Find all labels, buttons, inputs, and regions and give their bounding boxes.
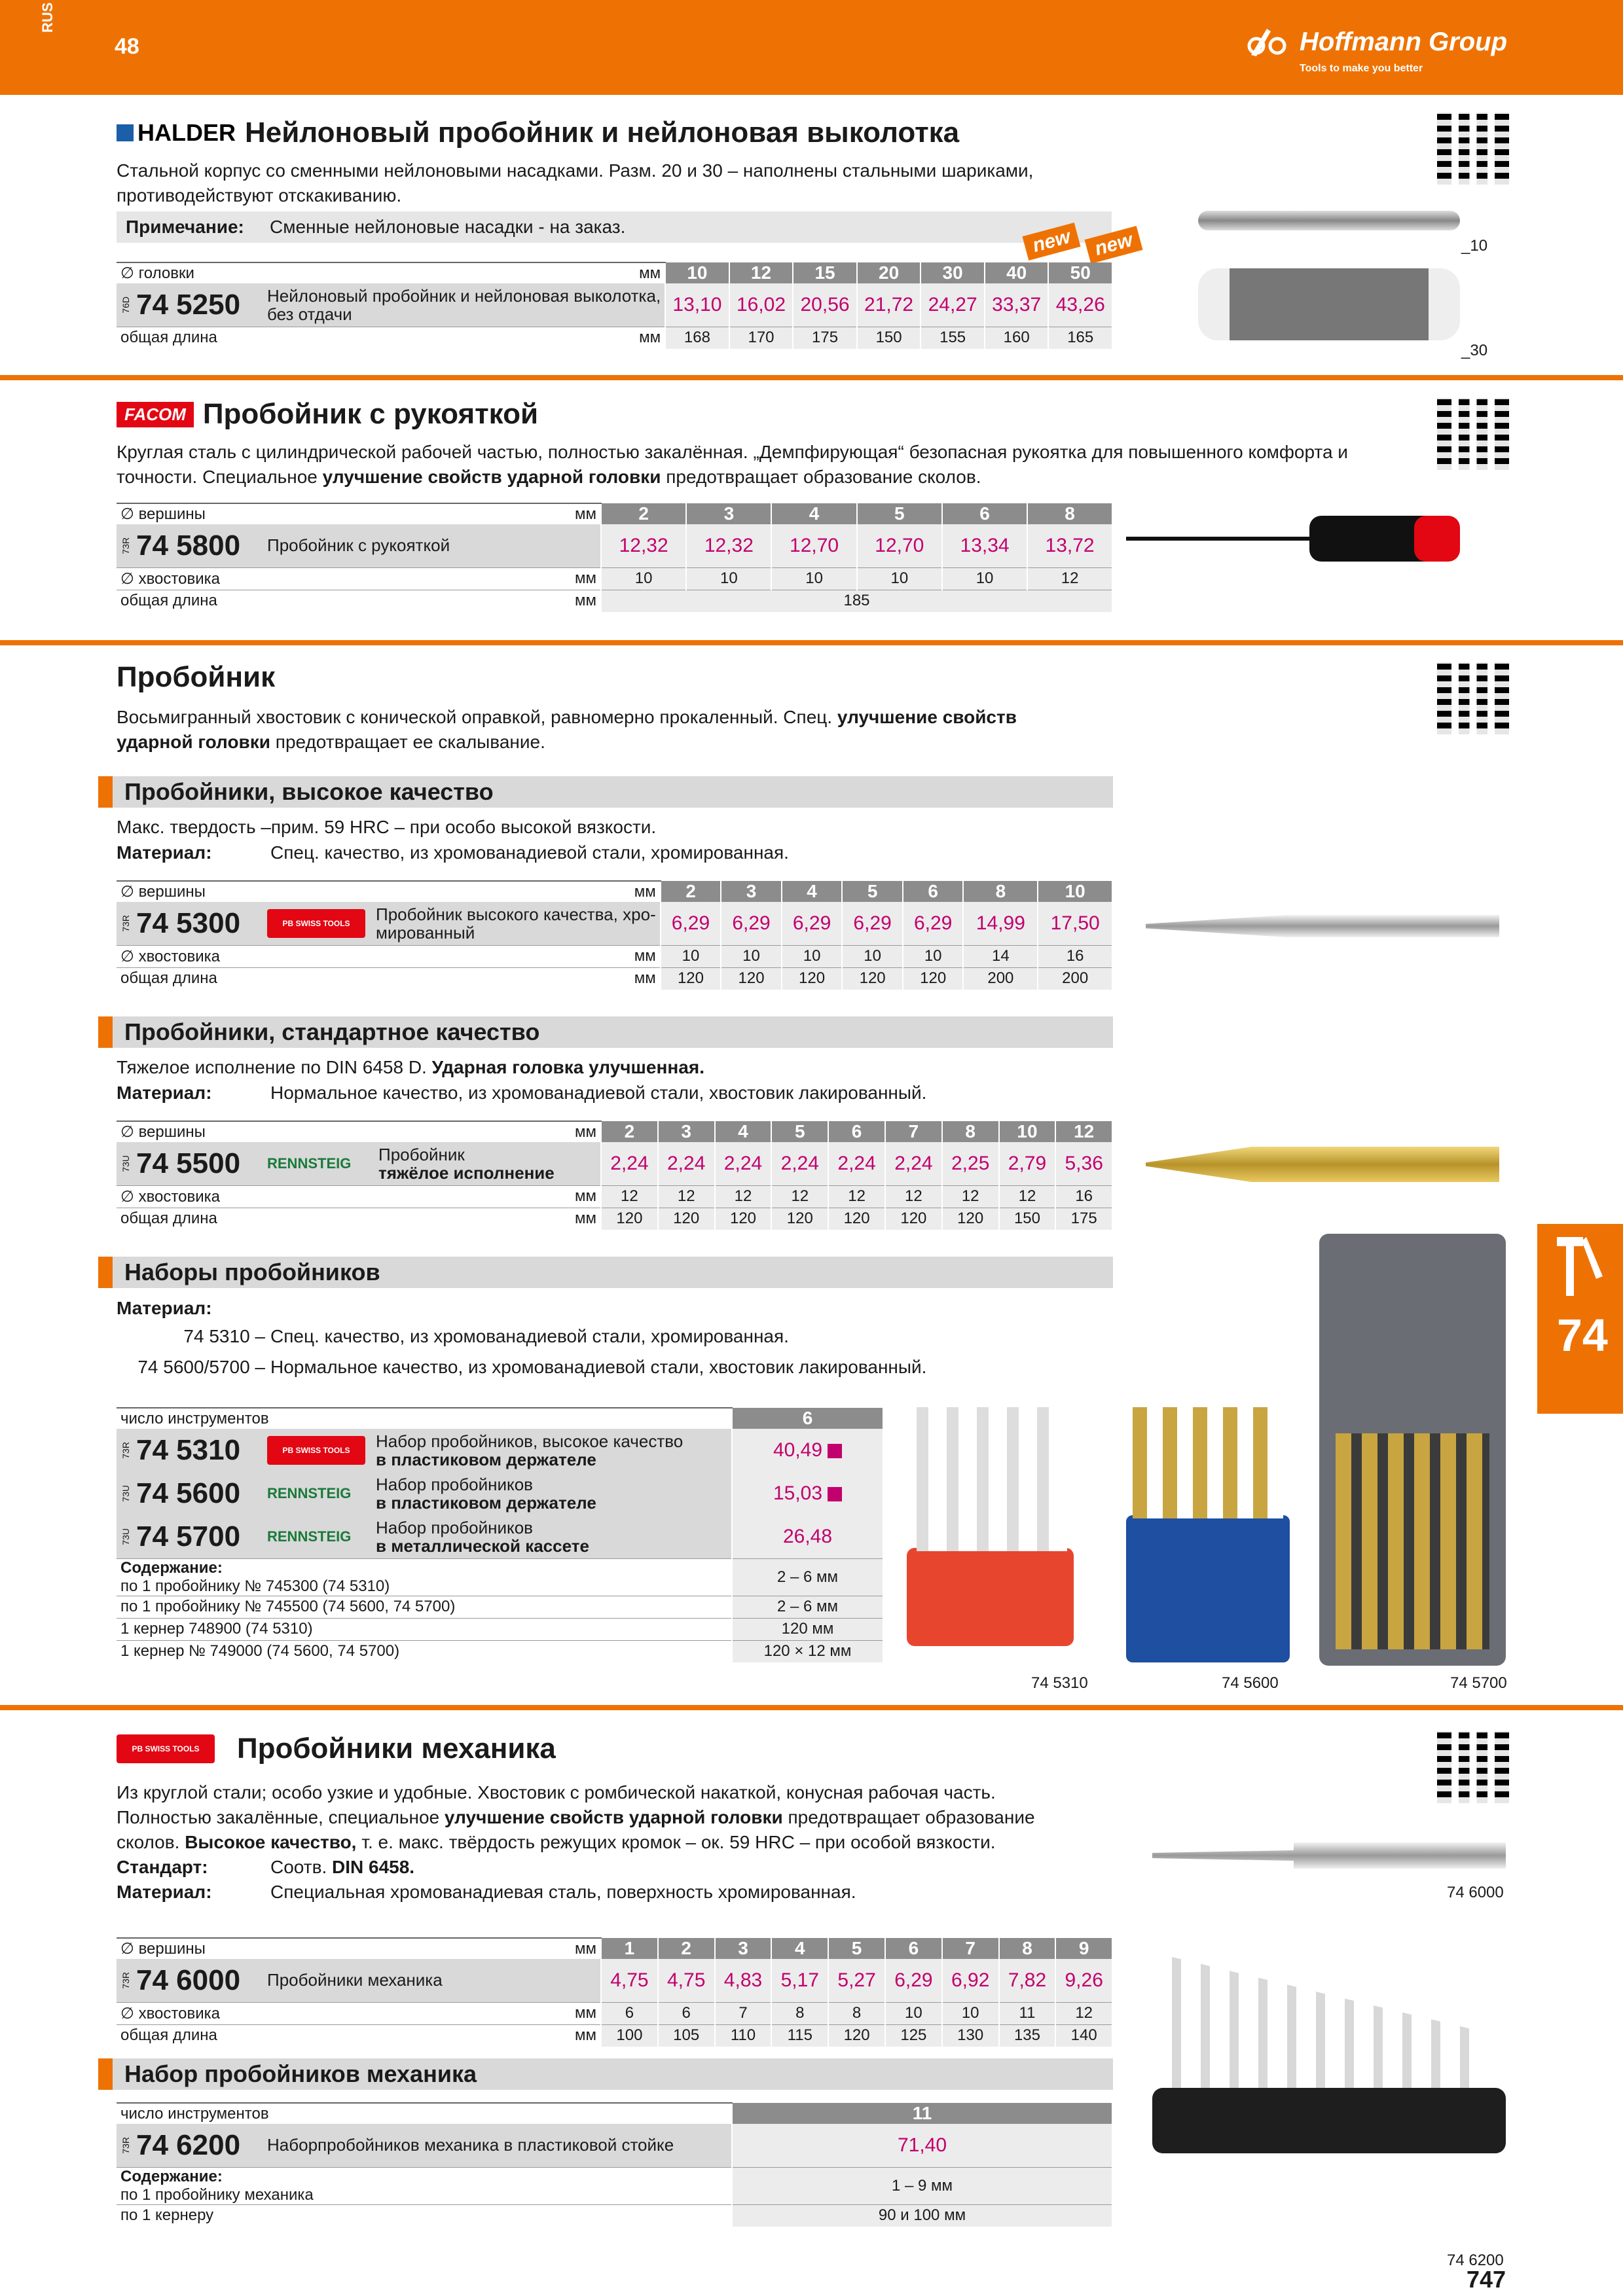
mechanic-set-stand-image: [1152, 2088, 1506, 2153]
nylon-hammer-image: [1198, 268, 1460, 340]
chapter-tab[interactable]: [1537, 1224, 1623, 1414]
pb-swiss-logo: PB SWISS TOOLS: [267, 909, 365, 938]
section-description: Тяжелое исполнение по DIN 6458 D. Ударная головка улучшенная.: [117, 1057, 704, 1077]
set-table-746200: число инструментов 11 73R 74 6200 Наборпробойников механика в пластиковой стойке 71,40 Содержание: по 1 пробойнику механика 1 – 9 мм по 1 кернеру 90 и 100 мм: [117, 2102, 1112, 2227]
product-description: Круглая сталь с цилиндрической рабочей частью, полностью закалённая. „Демпфирующая“ безопасная рукоятка для повышенного комфорта и точности. Специальное улучшение свойств ударной головки предотвращает образование сколов.: [117, 442, 1348, 487]
table-row: 73R 74 6200 Наборпробойников механика в пластиковой стойке 71,40: [117, 2124, 1112, 2167]
page-number: 48: [115, 34, 139, 59]
section-header: Наборы пробойников: [98, 1257, 1113, 1288]
product-description: Из круглой стали; особо узкие и удобные. Хвостовик с ромбической накаткой, конусная рабочая часть. Полностью закалённые, специальное улучшение свойств ударной головки предотвращает образование сколов. Высокое качество, т. е. макс. твёрдость режущих кромок – ок. 59 HRC – при особой вязкости. Стандарт: Соотв. DIN 6458. Материал: Специальная хромованадиевая сталь, поверхность хромированная.: [117, 1782, 1035, 1902]
product-title: Пробойники механика: [237, 1732, 556, 1765]
facom-handle-cap: [1414, 516, 1460, 562]
image-caption: 74 5310: [1031, 1674, 1088, 1692]
table-row: 73R 74 5310 PB SWISS TOOLS Набор пробойников, высокое качество в пластиковом держателе 40,49: [117, 1429, 883, 1472]
section-header: Пробойники, стандартное качество: [98, 1016, 1113, 1048]
section-header: Набор пробойников механика: [98, 2058, 1113, 2090]
mechanic-punch-image: [1152, 1842, 1506, 1869]
new-badge: new: [1022, 223, 1080, 260]
sets-table: число инструментов 6 73R 74 5310 PB SWISS TOOLS Набор пробойников, высокое качество в пластиковом держателе 40,49 73U 74 5600 RENNSTEIG Набор пробойников в пластиковом держателе 15,03 73U 74 5700 RENNSTEIG Набор пробойников в металлической кассете 26,48 Содержание: по 1 пробойнику № 745300 (74 5310) 2 – 6 мм по 1 пробойнику № 745500 (74 5600, 74 5700) 2 – 6 мм 1 кернер 748900 (74 5310) 120 мм 1 кернер № 749000 (74 5600, 74 5700) 120 × 12 мм: [117, 1407, 883, 1662]
material-label: Материал:: [117, 1298, 212, 1318]
set-745700-punches: [1336, 1433, 1489, 1649]
chapter-number: 74: [1557, 1310, 1608, 1361]
halder-logo: HALDER: [117, 119, 236, 147]
nylon-punch-image: [1198, 211, 1460, 230]
set-745600-image: [1126, 1515, 1290, 1662]
qr-code[interactable]: [1437, 398, 1509, 470]
article-number: 74 5300: [136, 906, 241, 939]
material-line: Материал: Спец. качество, из хромованадиевой стали, хромированная.: [117, 842, 789, 863]
section-header: Пробойники, высокое качество: [98, 776, 1113, 808]
article-number: 74 5800: [136, 529, 241, 562]
hoffmann-logo-icon: [1247, 26, 1293, 58]
product-title: Пробойник: [117, 661, 276, 693]
image-caption: 74 6000: [1447, 1884, 1504, 1901]
divider: [0, 1705, 1623, 1710]
article-number: 74 6200: [136, 2128, 241, 2161]
table-row: 73U 74 5600 RENNSTEIG Набор пробойников в пластиковом держателе 15,03: [117, 1472, 883, 1515]
brand-name: Hoffmann Group: [1300, 27, 1508, 56]
spec-table-746000: ∅ вершины мм 1 2 3 4 5 6 7 8 9 73R 74 6000 Пробойники механика 4,75 4,75 4,83 5,17 5,27 6,29 6,92 7,82 9,26 ∅ хвостовика мм 6 6 7 8 8 10 10 11 12 общая длина мм 100 105 110 115 120 125 130 135 140: [117, 1937, 1112, 2047]
image-caption: 74 5600: [1222, 1674, 1279, 1692]
footer-page-number: 747: [1467, 2266, 1506, 2293]
note-box: Примечание: Сменные нейлоновые насадки - на заказ.: [117, 211, 1112, 243]
article-number: 74 5250: [136, 288, 241, 321]
product-title: Пробойник с рукояткой: [202, 398, 539, 430]
section-pb-title: [117, 1732, 556, 1765]
image-caption: 74 6200: [1447, 2251, 1504, 2269]
spec-table-745250: ∅ головки мм 10 12 15 20 30 40 50 76D 74 5250 Нейлоновый пробойник и нейлоновая выколотка, без отдачи 13,10 16,02 20,56 21,72 24,27 33,37 43,26 общая длина мм 168 170 175 150 155 160 165: [117, 262, 1112, 349]
section-description: Макс. твердость –прим. 59 HRC – при особо высокой вязкости.: [117, 817, 657, 837]
table-row: 73U 74 5700 RENNSTEIG Набор пробойников в металлической кассете 26,48: [117, 1515, 883, 1558]
image-caption: _10: [1461, 237, 1488, 255]
product-description: Стальной корпус со сменными нейлоновыми насадками. Разм. 20 и 30 – наполнены стальными шариками, противодействуют отскакиванию.: [117, 160, 1034, 206]
article-number: 74 6000: [136, 1964, 241, 1996]
pb-swiss-logo: PB SWISS TOOLS: [117, 1734, 215, 1763]
material-line: Материал: Нормальное качество, из хромованадиевой стали, хвостовик лакированный.: [117, 1083, 927, 1103]
section-facom-title: [117, 398, 538, 431]
image-caption: 74 5700: [1450, 1674, 1507, 1692]
article-number: 74 5500: [136, 1147, 241, 1179]
chapter-tools-icon: [1557, 1237, 1603, 1296]
divider: [0, 375, 1623, 380]
mechanic-set-punches: [1172, 1957, 1486, 2094]
new-badge: new: [1084, 226, 1142, 264]
divider: [0, 640, 1623, 645]
qr-code[interactable]: [1437, 662, 1509, 734]
rennsteig-punch-image: [1146, 1147, 1499, 1182]
rennsteig-logo: RENNSTEIG: [267, 1155, 352, 1172]
language-code: RUS: [39, 2, 56, 33]
spec-table-745500: ∅ вершины мм 2 3 4 5 6 7 8 10 12 73U 74 5500 RENNSTEIG Пробойник тяжёлое исполнение 2,24 2,24 2,24 2,24 2,24 2,24 2,25 2,79 5,36 ∅ хвостовика мм 12 12 12 12 12 12 12 12 16 общая длина мм 120 120 120 120 120 120 120 150 175: [117, 1121, 1112, 1230]
material-line: 74 5600/5700 – Нормальное качество, из хромованадиевой стали, хвостовик лакированный.: [137, 1357, 927, 1377]
material-line: 74 5310 – Спец. качество, из хромованадиевой стали, хромированная.: [183, 1326, 789, 1346]
set-745310-image: [907, 1548, 1074, 1646]
product-description: Восьмигранный хвостовик с конической оправкой, равномерно прокаленный. Спец. улучшение свойств ударной головки предотвращает ее скалывание.: [117, 707, 1017, 752]
facom-logo: FACOM: [117, 402, 194, 427]
section-halder-title: [117, 117, 959, 149]
pb-punch-image: [1146, 915, 1499, 937]
qr-code[interactable]: [1437, 113, 1509, 185]
product-title: Нейлоновый пробойник и нейлоновая выколотка: [245, 117, 960, 149]
qr-code[interactable]: [1437, 1731, 1509, 1803]
spec-table-745800: ∅ вершины мм 2 3 4 5 6 8 73R 74 5800 Пробойник с рукояткой 12,32 12,32 12,70 12,70 13,34 13,72 ∅ хвостовика мм 10 10 10 10 10 12 общая длина мм 185: [117, 503, 1112, 612]
image-caption: _30: [1461, 342, 1488, 359]
set-745310-punches: [917, 1407, 1067, 1551]
set-745600-punches: [1133, 1407, 1283, 1518]
brand-tagline: Tools to make you better: [1300, 63, 1423, 74]
spec-table-745300: ∅ вершины мм 2 3 4 5 6 8 10 73R 74 5300 PB SWISS TOOLS Пробойник высокого качества, хро- мированный 6,29 6,29 6,29 6,29 6,29 14,99 17,50 ∅ хвостовика мм 10 10 10 10 10 14 16 общая длина мм 120 120 120 120 120 200 200: [117, 880, 1112, 990]
